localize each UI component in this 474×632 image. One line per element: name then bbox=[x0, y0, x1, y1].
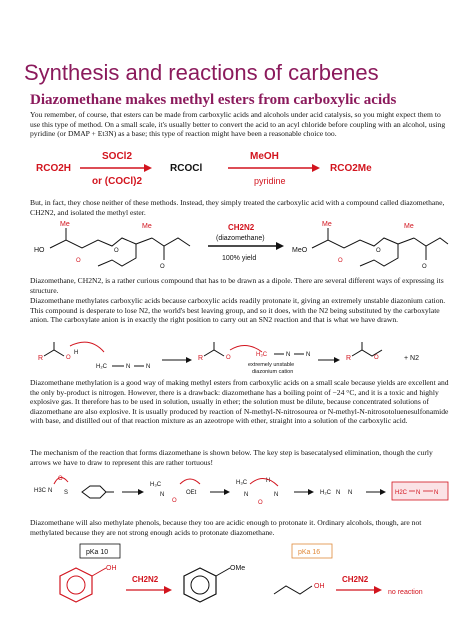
h2c-label: H2C bbox=[395, 490, 408, 496]
ho-label: HO bbox=[34, 247, 45, 254]
ch2n2-reagent-label: CH2N2 bbox=[228, 223, 255, 232]
svg-text:O: O bbox=[226, 355, 231, 361]
oh-label-2: OH bbox=[314, 583, 325, 590]
s-label: S bbox=[64, 490, 69, 496]
svg-text:N: N bbox=[126, 364, 131, 370]
svg-text:O: O bbox=[374, 355, 379, 361]
scheme-phenol-vs-alcohol bbox=[30, 538, 450, 624]
me-label-2: Me bbox=[142, 223, 152, 230]
oh-label-1: OH bbox=[106, 565, 117, 572]
ch2n2-label-2: CH2N2 bbox=[342, 575, 369, 584]
n-label-1: N bbox=[48, 488, 53, 494]
svg-text:O: O bbox=[422, 264, 427, 270]
svg-text:H₃C: H₃C bbox=[150, 482, 162, 488]
svg-text:H₃C: H₃C bbox=[236, 480, 248, 486]
pka-alcohol-label: pKa 16 bbox=[298, 549, 321, 556]
svg-text:O: O bbox=[172, 498, 177, 504]
ch2n2-label-1: CH2N2 bbox=[132, 575, 159, 584]
svg-text:N: N bbox=[348, 490, 353, 496]
socl2-label: SOCl2 bbox=[102, 151, 133, 162]
r-label-3: R bbox=[346, 355, 352, 362]
rco2h-label: RCO2H bbox=[36, 163, 72, 174]
unstable-note: extremely unstable bbox=[248, 362, 295, 368]
yield-label: 100% yield bbox=[222, 255, 257, 262]
svg-text:O: O bbox=[76, 258, 81, 264]
section-heading: Diazomethane makes methyl esters from carboxylic acids bbox=[30, 92, 397, 108]
me-label-1: Me bbox=[60, 221, 70, 228]
nitrososulfonamide-structure bbox=[34, 476, 114, 498]
methyl-ester-product-structure bbox=[292, 221, 448, 270]
paragraph-diazomethane-dipole: Diazomethane, CH2N2, is a rather curious compound that has to be drawn as a dipole. There are several different ways of expressing its structure. bbox=[30, 276, 444, 295]
paragraph-methylation-hazards: Diazomethane methylation is a good way of making methyl esters from carboxylic acids on a small scale because yields are excellent and the only by-product is nitrogen. However, there is a drawback: diazomethane has a boiling point of −24 °C, and it is a toxic and highly explosive gas. It therefore has to be used in solution, usually in ether; the solution must be dilute, because concentrated solutions of diazomethane are also explosive. It is usually produced by reaction of N-methyl-N-nitrosourea or N-methyl-N-nitrosotoluenesulfonamide with base, and distilled out of that reaction mixture as an azeotrope with ether, straight into a solution of the carboxylic acid. bbox=[30, 378, 449, 426]
o-label-1: O bbox=[58, 476, 63, 482]
diazonium-note: diazonium cation bbox=[252, 369, 294, 375]
anisole-structure bbox=[184, 565, 245, 602]
acid-substrate-structure bbox=[34, 221, 190, 270]
me-label-3: Me bbox=[322, 221, 332, 228]
diazomethane-product-box bbox=[392, 482, 448, 500]
n-label-5: N bbox=[434, 490, 439, 496]
propanol-structure bbox=[274, 583, 325, 594]
svg-text:O: O bbox=[160, 264, 165, 270]
scheme-diazomethane-formation bbox=[30, 470, 450, 514]
n-label-2: N bbox=[244, 492, 249, 498]
paragraph-formation-mechanism: The mechanism of the reaction that forms diazomethane is shown below. The key step is basecatalysed elimination, though the curly arrows we have to draw to represent this are rather tortuous! bbox=[30, 448, 433, 467]
svg-text:H: H bbox=[74, 350, 79, 356]
no-reaction-label: no reaction bbox=[388, 589, 423, 596]
phenol-structure bbox=[60, 565, 117, 602]
scheme-methylation-mechanism bbox=[30, 338, 450, 376]
paragraph-diazomethane-choice: But, in fact, they chose neither of these methods. Instead, they simply treated the carboxylic acid with a compound called diazomethane, CH2N2, and isolated the methyl ester. bbox=[30, 198, 445, 217]
r-label: R bbox=[38, 355, 44, 362]
n-label-3: N bbox=[274, 492, 279, 498]
page-title: Synthesis and reactions of carbenes bbox=[24, 60, 379, 85]
svg-text:H₃C: H₃C bbox=[256, 352, 268, 358]
svg-text:N: N bbox=[306, 352, 311, 358]
svg-text:N: N bbox=[336, 490, 341, 496]
svg-text:O: O bbox=[338, 258, 343, 264]
svg-text:O: O bbox=[376, 248, 381, 254]
scheme-methyl-ester-formation bbox=[30, 216, 450, 274]
diazomethane-label: (diazomethane) bbox=[216, 235, 265, 242]
n-label-4: N bbox=[416, 490, 421, 496]
scheme-acyl-chloride-route bbox=[30, 146, 450, 190]
cocl2-label: or (COCl)2 bbox=[92, 176, 142, 187]
svg-text:H₂C: H₂C bbox=[96, 364, 107, 370]
r-label-2: R bbox=[198, 355, 204, 362]
paragraph-ester-methods: You remember, of course, that esters can be made from carboxylic acids and alcohols under acid catalysis, so you might expect them to use this type of method. On a small scale, it's usually better to convert the acid to an acyl chloride before coupling with an alcohol, using pyridine (or DMAP + Et3N) as a base; this type of reaction might have been a reasonable choice too. bbox=[30, 110, 446, 139]
ome-label: OMe bbox=[230, 565, 246, 572]
svg-text:N: N bbox=[160, 492, 165, 498]
me-label-4: Me bbox=[404, 223, 414, 230]
rco2me-label: RCO2Me bbox=[330, 163, 372, 174]
meoh-label: MeOH bbox=[250, 151, 279, 162]
plus-n2-label: + N2 bbox=[404, 355, 419, 362]
pka-phenol-label: pKa 10 bbox=[86, 549, 109, 556]
intermediate-structures bbox=[150, 478, 386, 506]
rcocl-label: RCOCl bbox=[170, 163, 203, 174]
o-label-2: O bbox=[258, 500, 263, 506]
svg-text:N: N bbox=[286, 352, 291, 358]
h-label: H bbox=[266, 478, 271, 484]
svg-text:O: O bbox=[114, 248, 119, 254]
svg-text:O: O bbox=[66, 355, 71, 361]
svg-text:H₂C: H₂C bbox=[320, 490, 331, 496]
svg-text:N: N bbox=[146, 364, 151, 370]
paragraph-phenol-methylation: Diazomethane will also methylate phenols, because they too are acidic enough to protonate it. Ordinary alcohols, though, are not methylated because they are not strong enough acids to protonate diazomethane. bbox=[30, 518, 422, 537]
oet-label: OEt bbox=[186, 490, 197, 496]
paragraph-methylation-mechanism: Diazomethane methylates carboxylic acids because carboxylic acids readily protonate it, giving an extremely unstable diazonium cation. This compound is desperate to lose N2, the world's best leaving group, and so it does, with the N2 being substituted by the carboxylate anion. The carboxylate anion is in exactly the right position to carry out an SN2 reaction and that is what we have drawn. bbox=[30, 296, 446, 325]
pyridine-label: pyridine bbox=[254, 176, 286, 186]
meo-label: MeO bbox=[292, 247, 308, 254]
h3c-label: H3C bbox=[34, 488, 47, 494]
